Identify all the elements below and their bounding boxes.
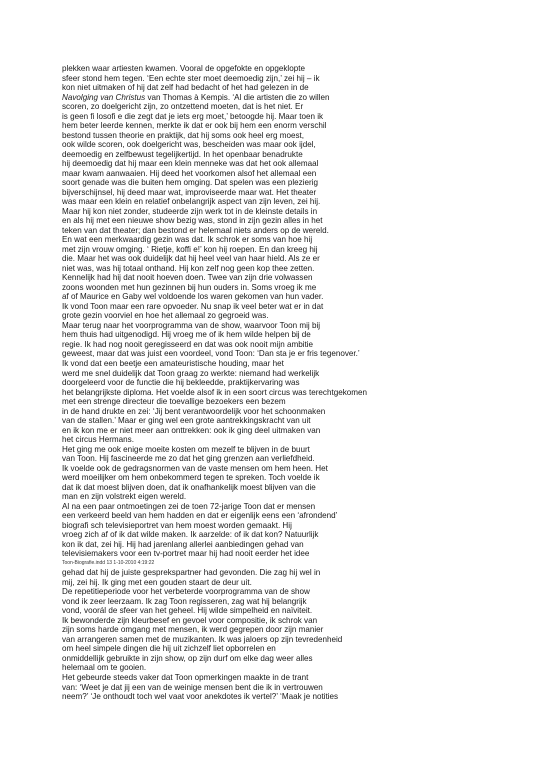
text-after-title: van Thomas à Kempis. ‘Al die artisten die zo willen: [145, 92, 330, 102]
text-line: maar kwam aanwaaien. Hij deed het voorkomen alsof het allemaal een: [62, 168, 317, 178]
text-line: werd moeilijker om hem onbekommerd tegen te spreken. Toch voelde ik: [62, 473, 320, 483]
text-line: televisiemakers voor een tv-portret maar hij had nooit eerder het idee: [62, 549, 310, 559]
text-line: plekken waar artiesten kwamen. Vooral de opgefokte en opgeklopte: [62, 64, 305, 73]
text-line: om heel simpele dingen die hij uit zichzelf liet opborrelen en: [62, 644, 276, 654]
text-line: niet was, was hij totaal onthand. Hij kon zelf nog geen kop thee zetten.: [62, 263, 315, 273]
text-line: neem?’ ‘Je onthoudt toch wel vaat voor anekdotes ik vertel?’ ‘Maak je notities: [62, 692, 339, 702]
text-line: grote gezin voorviel en hoe het allemaal zo gegroeid was.: [62, 311, 269, 321]
text-line: van arrangeren samen met de muzikanten. Ik was jaloers op zijn tevredenheid: [62, 634, 343, 644]
text-line: Maar hij kon niet zonder, studeerde zijn werk tot in de kleinste details in: [62, 206, 318, 216]
text-line: Maar terug naar het voorprogramma van de show, waarvoor Toon mij bij: [62, 320, 321, 330]
text-line: man en zijn volstrekt eigen wereld.: [62, 492, 187, 502]
text-line: kon niet uitmaken of hij dat zelf had bedacht of het had gelezen in de: [62, 83, 309, 93]
text-line: ook wilde scoren, ook doelgericht was, bescheiden was maar ook ijdel,: [62, 140, 316, 150]
text-group-b: [62, 102, 502, 559]
book-title: Navolging van Christus: [62, 92, 146, 102]
text-line: bijverschijnsel, hij deed maar wat, improviseerde maar wat. Het theater: [62, 187, 317, 197]
text-line: gehad dat hij de juiste gesprekspartner had gevonden. Die zag hij wel in: [62, 568, 321, 578]
text-line: regie. Ik had nog nooit geregisseerd en dat was ook nooit mijn ambitie: [62, 339, 314, 349]
text-line: Het gebeurde steeds vaker dat Toon opmerkingen maakte in de trant: [62, 673, 309, 682]
text-line: het belangrijkste diploma. Het voelde alsof ik in een soort circus was terechtgekomen: [62, 387, 368, 397]
text-line: helemaal om te gooien.: [62, 663, 147, 673]
text-line: is geen fi losofi e die zegt dat je iets erg moet,’ betoogde hij. Maar toen ik: [62, 111, 324, 121]
text-line: Ik vond Toon maar een rare opvoeder. Nu snap ik veel beter wat er in dat: [62, 301, 324, 311]
print-slug: Toon-Biografie.indd 13 1-10-2010 4:19:22: [62, 559, 155, 566]
text-line: in de hand drukte en zei: ‘Jij bent verantwoordelijk voor het schoonmaken: [62, 406, 326, 416]
text-line: scoren, zo doelgericht zijn, zo ontzettend moeten, dat is het niet. Er: [62, 102, 304, 112]
text-line: biografi sch televisieportret van hem moest worden gemaakt. Hij: [62, 520, 292, 530]
text-line: Al na een paar ontmoetingen zei de toen 72-jarige Toon dat er mensen: [62, 501, 316, 511]
text-line: teken van dat theater; dan bestond er helemaal niets anders op de wereld.: [62, 225, 329, 235]
text-line: kon ik dat, zei hij. Hij had jarenlang allerlei aanbiedingen gehad van: [62, 539, 304, 549]
text-line: Ik voelde ook de gedragsnormen van de vaste mensen om hem heen. Het: [62, 463, 328, 473]
text-line: soort genade was die buiten hem omging. Dat spelen was een plezierig: [62, 178, 319, 188]
text-line: een verkeerd beeld van hem hadden en dat er eigenlijk eens een ‘afrondend’: [62, 511, 338, 521]
text-line: vond ik zeer leerzaam. Ik zag Toon regisseren, zag wat hij belangrijk: [62, 596, 307, 606]
text-line: vond, voorál de sfeer van het geheel. Hij wilde simpelheid en naïviteit.: [62, 606, 313, 616]
text-line: En wat een merkwaardig gezin was dat. Ik schrok er soms van hoe hij: [62, 235, 313, 245]
text-line: en ik kon me er niet meer aan onttrekken: ook ik ging deel uitmaken van: [62, 425, 321, 435]
text-line: hem thuis had uitgenodigd. Hij vroeg me of ik hem wilde helpen bij de: [62, 330, 311, 340]
text-line: was maar een klein en relatief onbelangrijk aspect van zijn leven, zei hij.: [62, 197, 321, 207]
body-text: [62, 64, 502, 702]
text-line: doorgeleerd voor de functie die hij bekleedde, praktijkervaring was: [62, 378, 300, 388]
text-line: af of Maurice en Gaby wel voldoende los waren gekomen van hun vader.: [62, 292, 324, 302]
text-line: deemoedig en zelfbewust tegelijkertijd. In het openbaar benadrukte: [62, 149, 303, 159]
text-line: sfeer stond hem tegen. ‘Een echte ster moet deemoedig zijn,’ zei hij – ik: [62, 73, 320, 83]
text-line: dat ik dat moest blijven doen, dat ik onafhankelijk moest blijven van die: [62, 482, 316, 492]
text-group-c: [62, 568, 502, 701]
text-line: die. Maar het was ook duidelijk dat hij heel veel van haar hield. Als ze er: [62, 254, 320, 264]
text-line: met een strenge directeur die toevallige bezoekers een bezem: [62, 397, 286, 407]
text-line: met zijn vrouw omging. ‘ Rietje, koffi e!’ kon hij roepen. En dan kreeg hij: [62, 244, 318, 254]
text-line: Ik vond dat een beetje een amateuristische houding, maar het: [62, 358, 284, 368]
text-line: van Toon. Hij fascineerde me zo dat het ging grenzen aan verliefdheid.: [62, 454, 315, 464]
text-line: van: ‘Weet je dat jij een van de weinige mensen bent die ik in vertrouwen: [62, 682, 323, 692]
text-line: van de stallen.’ Maar er ging wel een grote aantrekkingskracht van uit: [62, 416, 311, 426]
text-line: hij deemoedig dat hij maar een klein menneke was dat het ook allemaal: [62, 159, 319, 169]
text-line: geweest, maar dat was juist een voordeel, vond Toon: ‘Dan sta je er fris tegenover.’: [62, 349, 360, 359]
text-line: Ik bewonderde zijn kleurbesef en gevoel voor compositie, ik schrok van: [62, 615, 318, 625]
text-group-a: [62, 64, 502, 93]
text-line-italic-title: [62, 93, 502, 103]
text-line: bestond tussen theorie en praktijk, dat hij soms ook heel erg moest,: [62, 130, 305, 140]
text-line: zoons woonden met hun gezinnen bij hun ouders in. Soms vroeg ik me: [62, 282, 317, 292]
text-line: Kennelijk had hij dat nooit hoeven doen. Twee van zijn drie volwassen: [62, 273, 313, 283]
text-line: onmiddellijk gebruikte in zijn show, op zijn durf om elke dag weer alles: [62, 653, 313, 663]
text-line: hem beter leerde kennen, merkte ik dat er ook bij hem een enorm verschil: [62, 121, 327, 131]
text-line: mij, zei hij. Ik ging met een gouden staart de deur uit.: [62, 577, 252, 587]
text-line: en als hij met een nieuwe show bezig was, stond in zijn gezin alles in het: [62, 216, 323, 226]
text-line: Het ging me ook enige moeite kosten om mezelf te blijven in de buurt: [62, 444, 310, 454]
text-line: het circus Hermans.: [62, 435, 134, 445]
text-line: De repetitieperiode voor het verbeterde voorprogramma van de show: [62, 587, 310, 597]
text-line: vroeg zich af of ik dat wilde maken. Ik aarzelde: of ik dat kon? Natuurlijk: [62, 530, 319, 540]
text-line: zijn soms harde omgang met mensen, ik werd gegrepen door zijn manier: [62, 625, 324, 635]
text-line: werd me snel duidelijk dat Toon graag zo werkte: niemand had werkelijk: [62, 368, 320, 378]
